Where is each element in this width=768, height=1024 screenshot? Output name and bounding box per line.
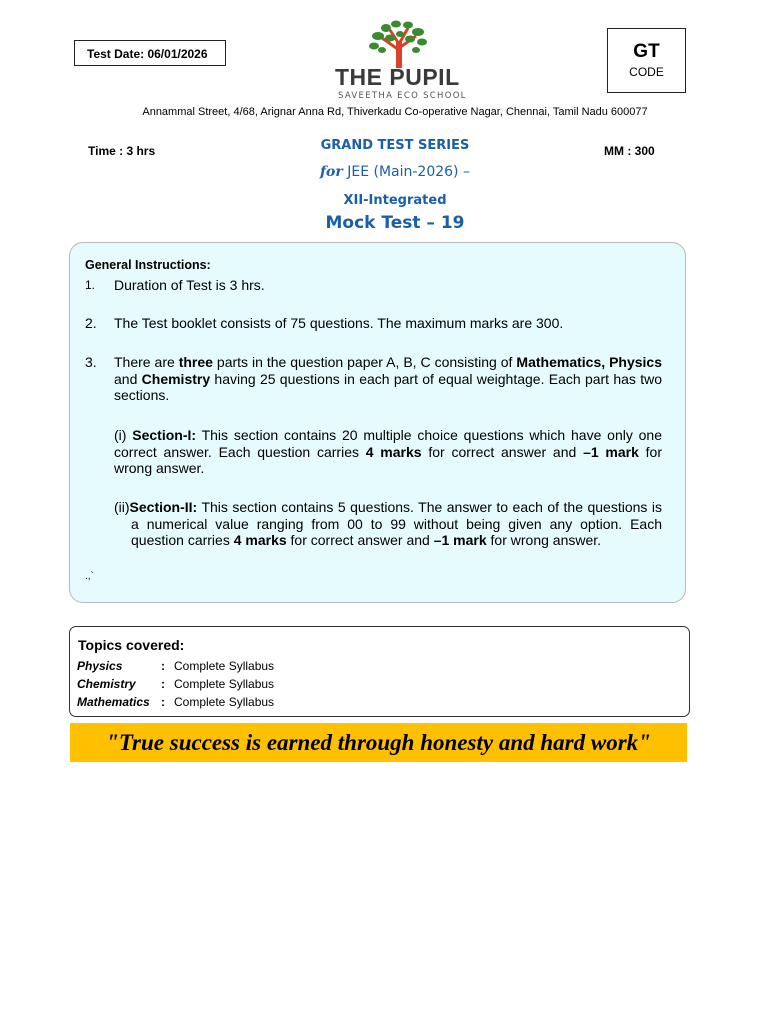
- series-title: GRAND TEST SERIES: [320, 138, 470, 153]
- logo-tagline: SAVEETHA ECO SCHOOL: [338, 91, 467, 101]
- tree-icon: [330, 20, 470, 70]
- exam-name: [0, 164, 768, 180]
- section-1-instruction: (i) Section-I: This section contains 20 multiple choice questions which have only one correct answer. Each question carries 4 marks for correct answer and –1 mark for wrong answer.: [114, 427, 663, 476]
- instructions-title: General Instructions:: [85, 258, 211, 272]
- instructions-panel: [69, 242, 686, 603]
- instruction-3: There are three parts in the question paper A, B, C consisting of Mathematics, Physics and Chemistry having 25 questions in each part of equal weightage. Each part has two sections.: [114, 354, 663, 403]
- exam-name-text: JEE (Main-2026) –: [347, 164, 470, 180]
- exam-time: Time : 3 hrs: [88, 144, 156, 158]
- school-address: Annammal Street, 4/68, Arignar Anna Rd, Thiverkadu Co-operative Nagar, Chennai, Tamil Nadu 600077: [142, 106, 648, 118]
- topic-separator: :: [161, 677, 165, 691]
- topic-value: Complete Syllabus: [174, 695, 275, 709]
- topic-subject: Mathematics: [77, 695, 150, 709]
- class-title: XII-Integrated: [343, 193, 447, 208]
- topic-value: Complete Syllabus: [174, 677, 275, 691]
- topic-value: Complete Syllabus: [174, 659, 275, 673]
- instruction-2: The Test booklet consists of 75 questions. The maximum marks are 300.: [114, 315, 564, 331]
- instruction-3-number: 3.: [85, 354, 97, 370]
- school-logo: [330, 20, 470, 104]
- exam-for-word: for: [320, 164, 343, 180]
- topic-row: [77, 695, 274, 709]
- logo-brand-text: THE PUPIL: [335, 64, 460, 90]
- code-label: CODE: [629, 65, 664, 79]
- topic-row: [77, 677, 274, 691]
- stray-mark: .,`: [85, 571, 94, 582]
- mock-test-title: Mock Test – 19: [325, 213, 465, 233]
- topic-separator: :: [161, 659, 165, 673]
- topic-row: [77, 659, 274, 673]
- instruction-1: Duration of Test is 3 hrs.: [114, 277, 265, 293]
- topic-separator: :: [161, 695, 165, 709]
- code-box: [607, 28, 686, 93]
- topic-subject: Chemistry: [77, 677, 136, 691]
- motivational-quote: "True success is earned through honesty and hard work": [70, 723, 687, 762]
- instruction-1-number: 1.: [85, 278, 96, 292]
- instruction-2-number: 2.: [85, 315, 97, 331]
- topic-subject: Physics: [77, 659, 123, 673]
- code-value: GT: [633, 41, 660, 62]
- test-date-box: Test Date: 06/01/2026: [74, 40, 226, 66]
- section-2-instruction: (ii)Section-II: This section contains 5 questions. The answer to each of the questions is a numerical value ranging from 00 to 99 without being given any option. Each question carries 4 marks for correct answer and –1 mark for wrong answer.: [114, 499, 662, 548]
- topics-title: Topics covered:: [78, 637, 185, 653]
- max-marks: MM : 300: [604, 144, 655, 158]
